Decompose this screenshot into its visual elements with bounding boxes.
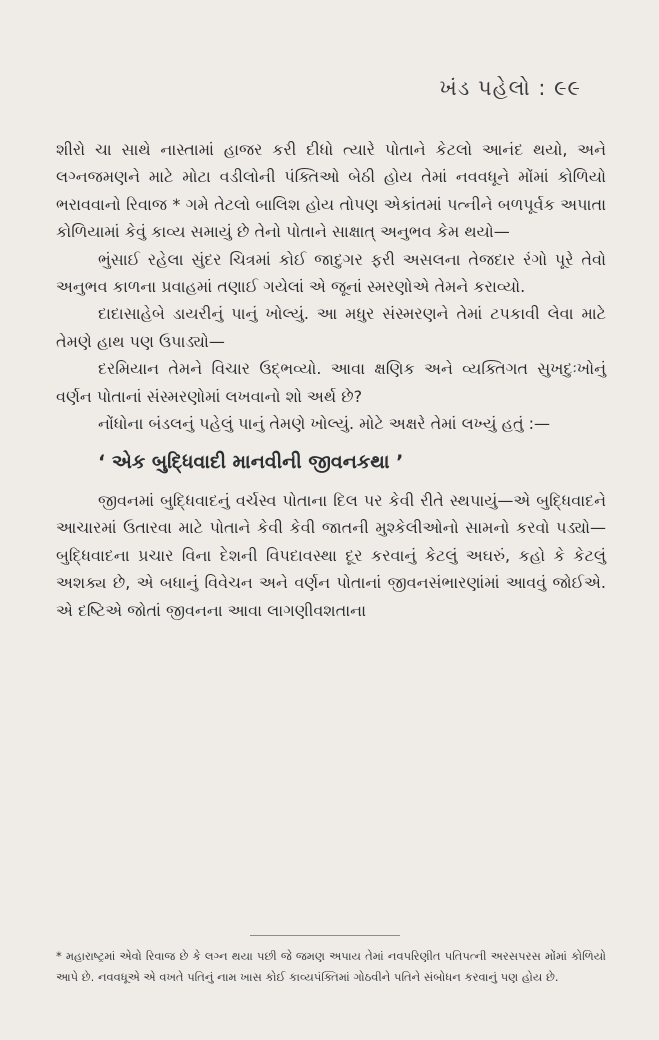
paragraph-1: શીરો ચા સાથે નાસ્તામાં હાજર કરી દીધો ત્યારે પોતાને કેટલો આનંદ થયો, અને લગ્નજમણને માટે મોટા વડીલોની પંક્તિઓ બેઠી હોય તેમાં નવવધૂને મોંમાં કોળિયો ભરાવવાનો રિવાજ * ગમે તેટલો બાલિશ હોય તોપણ એકાંતમાં પત્નીને બળપૂર્વક અપાતા કોળિયામાં કેવું કાવ્ય સમાયું છે તેનો પોતાને સાક્ષાત્ અનુભવ કેમ થયો— — [56, 140, 606, 242]
footnote: * મહારાષ્ટ્રમાં એવો રિવાજ છે કે લગ્ન થયા પછી જે જમણ અપાય તેમાં નવપરિણીત પતિપત્ની અરસપરસ મોંમાં કોળિયો આપે છે. નવવધૂએ એ વખતે પતિનું નામ ખાસ કોઈ કાવ્યપંક્તિમાં ગોઠવીને પતિને સંબોધન કરવાનું પણ હોય છે. — [56, 949, 606, 984]
paragraph-3: દાદાસાહેબે ડાયરીનું પાનું ખોલ્યું. આ મધુર સંસ્મરણને તેમાં ટપકાવી લેવા માટે તેમણે હાથ પણ ઉપાડ્યો— — [56, 304, 606, 351]
paragraph-4: દરમિયાન તેમને વિચાર ઉદ્‌ભવ્યો. આવા ક્ષણિક અને વ્યક્તિગત સુખદુઃખોનું વર્ણન પોતાનાં સંસ્મરણોમાં લખવાનો શો અર્થ છે? — [56, 359, 606, 406]
body-text — [56, 136, 606, 624]
paragraph-6: જીવનમાં બુદ્ધિવાદનું વર્ચસ્વ પોતાના દિલ પર કેવી રીતે સ્થપાયું—એ બુદ્ધિવાદને આચારમાં ઉતારવા માટે પોતાને કેવી કેવી જાતની મુશ્કેલીઓનો સામનો કરવો પડ્યો—બુદ્ધિવાદના પ્રચાર વિના દેશની વિપદાવસ્થા દૂર કરવાનું કેટલું અઘરું, કહો કે કેટલું અશક્ય છે, એ બધાનું વિવેચન અને વર્ણન પોતાનાં જીવનસંભારણાંમાં આવવું જોઈએ. એ દષ્ટિએ જોતાં જીવનના આવા લાગણીવશતાના — [56, 490, 606, 620]
section-heading: ‘ એક બુદ્ધિવાદી માનવીની જીવનકથા ’ — [98, 451, 404, 474]
paragraph-2: ભુંસાઈ રહેલા સુંદર ચિત્રમાં કોઈ જાદુગર ફરી અસલના તેજદાર રંગો પૂરે તેવો અનુભવ કાળના પ્રવાહમાં તણાઈ ગયેલાં એ જૂનાં સ્મરણોએ તેમને કરાવ્યો. — [56, 249, 606, 297]
paragraph-5: નોંધોના બંડલનું પહેલું પાનું તેમણે ખોલ્યું. મોટે અક્ષરે તેમાં લખ્યું હતું :— — [98, 414, 551, 434]
footnote-rule — [250, 935, 400, 936]
running-head: ખંડ પહેલો : ૯૯ — [439, 76, 581, 100]
